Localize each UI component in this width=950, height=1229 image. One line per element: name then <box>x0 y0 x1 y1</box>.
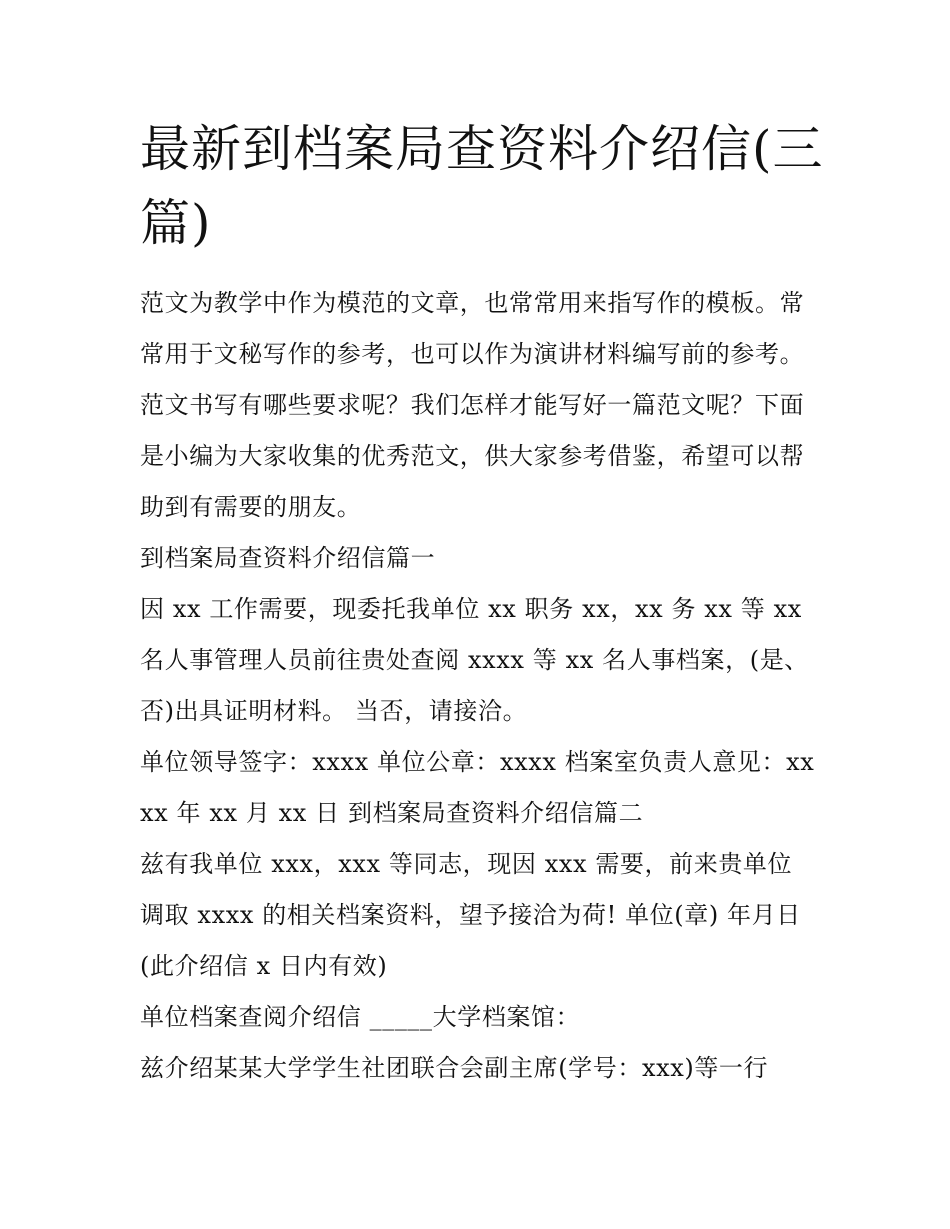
letter-1-paragraph: 因 xx 工作需要，现委托我单位 xx 职务 xx，xx 务 xx 等 xx 名人事管理人员前往贵处查阅 xxxx 等 xx 名人事档案，(是、否)出具证明材料。 当否，请接洽。 <box>140 595 809 725</box>
letter-3-paragraph: 兹介绍某某大学学生社团联合会副主席(学号：xxx)等一行 <box>140 1054 769 1082</box>
letter-2-paragraph: 兹有我单位 xxx，xxx 等同志，现因 xxx 需要，前来贵单位调取 xxxx 的相关档案资料，望予接洽为荷! 单位(章) 年月日 (此介绍信 x 日内有效) <box>140 850 801 980</box>
intro-paragraph: 范文为教学中作为模范的文章，也常常用来指写作的模板。常常用于文秘写作的参考，也可以作为演讲材料编写前的参考。范文书写有哪些要求呢？我们怎样才能写好一篇范文呢？下面是小编为大家收集的优秀范文，供大家参考借鉴，希望可以帮助到有需要的朋友。 <box>140 289 805 521</box>
document-title: 最新到档案局查资料介绍信(三篇) <box>140 120 824 252</box>
signature-paragraph: 单位领导签字：xxxx 单位公章：xxxx 档案室负责人意见：xx xx 年 xx 月 xx 日 到档案局查资料介绍信篇二 <box>140 748 815 827</box>
section-heading-1: 到档案局查资料介绍信篇一 <box>140 544 436 572</box>
document-body <box>140 278 816 1094</box>
section-heading-3: 单位档案查阅介绍信 _____大学档案馆： <box>140 1003 581 1031</box>
